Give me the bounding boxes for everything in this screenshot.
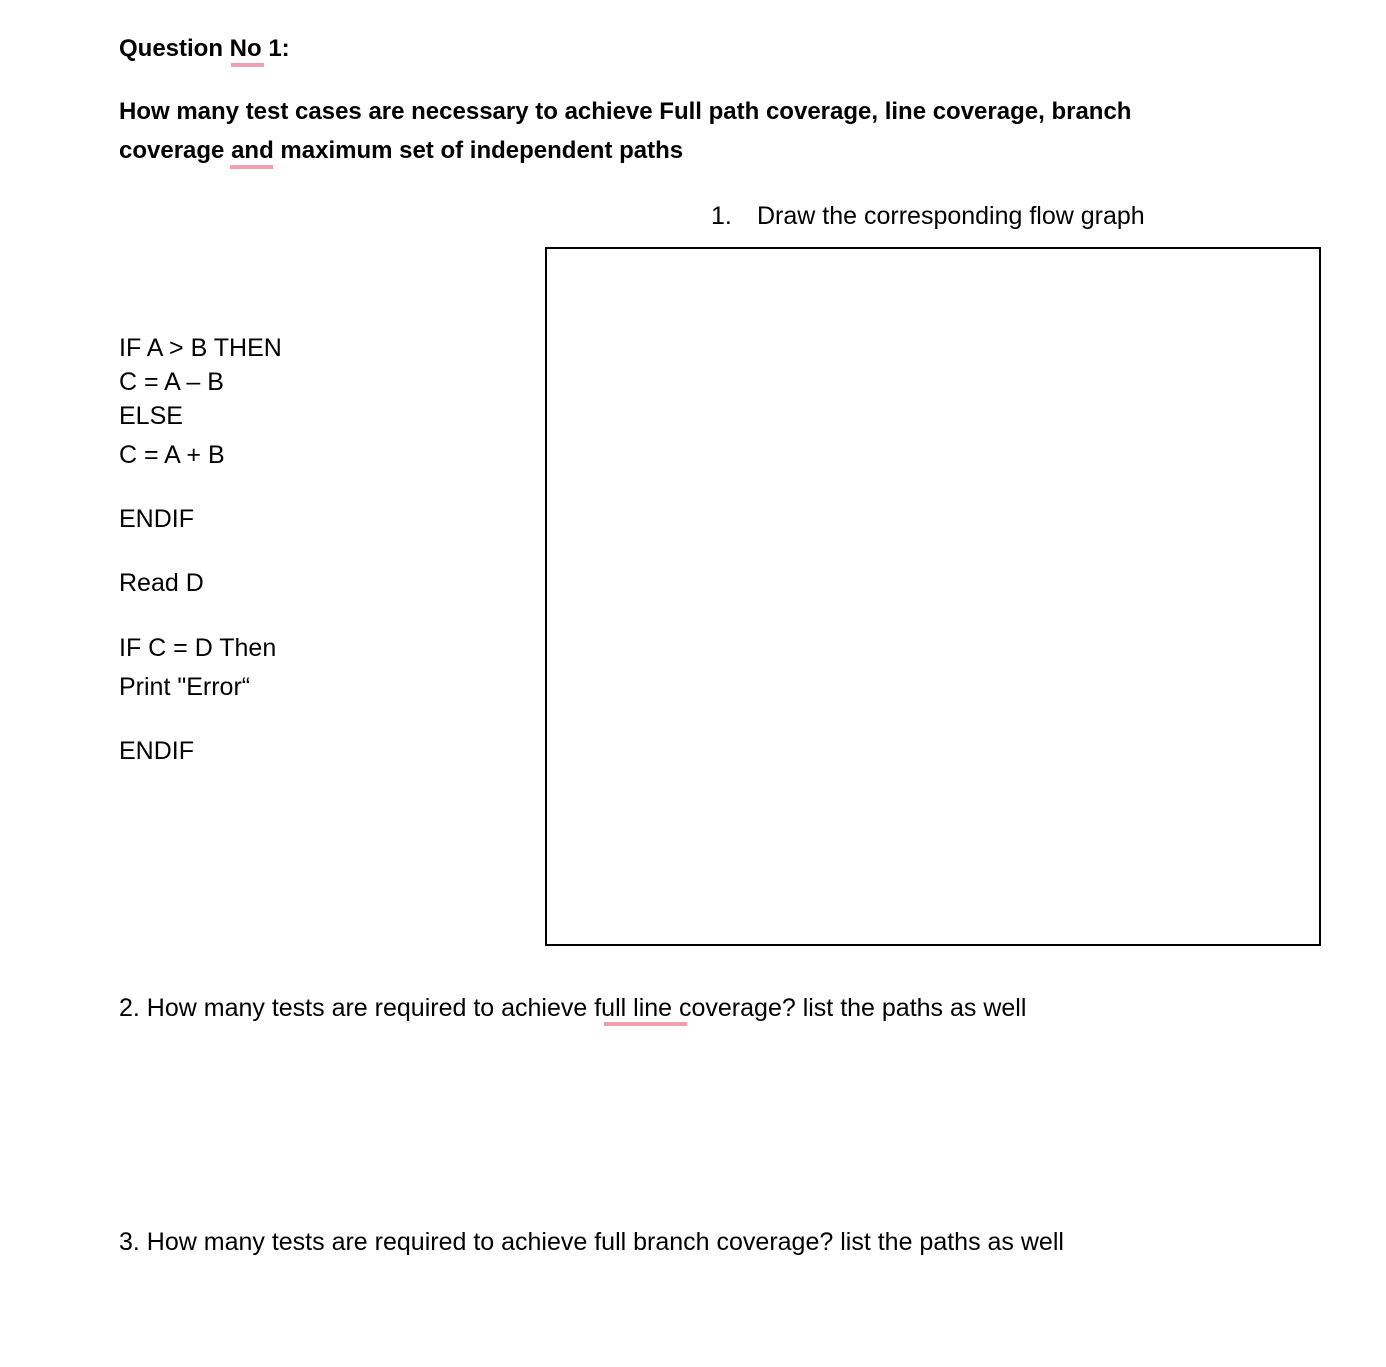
code-line: Read D	[119, 569, 204, 597]
spellcheck-underline	[230, 165, 273, 169]
spellcheck-underline	[604, 1022, 687, 1026]
task1-number: 1.	[711, 202, 732, 230]
task3-text: 3. How many tests are required to achieve full branch coverage? list the paths as well	[119, 1228, 1064, 1256]
question-title: Question No 1:	[119, 35, 290, 62]
spellcheck-underline	[231, 63, 264, 67]
question-prompt-line-1: How many test cases are necessary to achieve Full path coverage, line coverage, branch	[119, 98, 1132, 125]
flow-graph-answer-box[interactable]	[545, 247, 1321, 946]
code-line: IF A > B THEN	[119, 334, 282, 362]
code-line: ELSE	[119, 402, 183, 430]
question-prompt-line-2: coverage and maximum set of independent paths	[119, 137, 684, 164]
code-line: IF C = D Then	[119, 634, 277, 662]
task1-text: Draw the corresponding flow graph	[757, 202, 1145, 230]
code-line: Print "Error“	[119, 673, 251, 701]
code-line: C = A + B	[119, 441, 225, 469]
task2-text: 2. How many tests are required to achieve full line coverage? list the paths as well	[119, 994, 1027, 1022]
code-line: ENDIF	[119, 505, 194, 533]
code-line: ENDIF	[119, 737, 194, 765]
code-line: C = A – B	[119, 368, 224, 396]
